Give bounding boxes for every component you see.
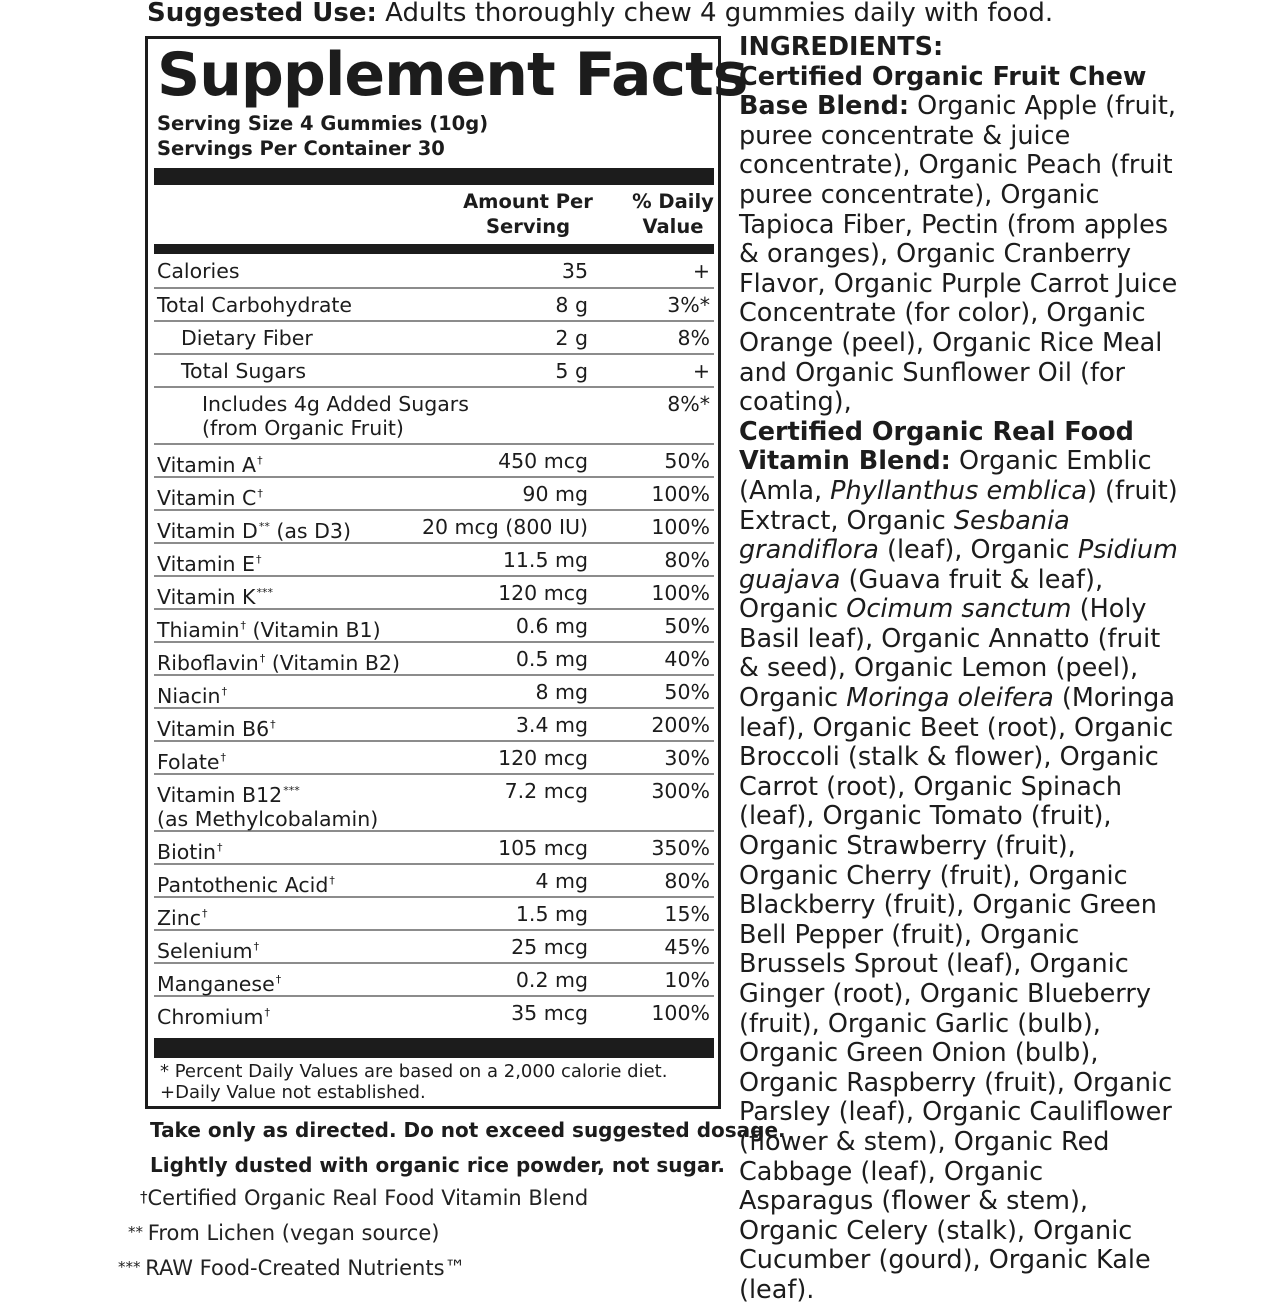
footnote-mark: †: [257, 487, 263, 500]
footnotes: [160, 1061, 667, 1103]
daily-value: 80%: [664, 869, 710, 893]
nutrient-table: [154, 255, 714, 1030]
nutrient-name: [181, 326, 313, 350]
nutrient-label: Niacin: [157, 684, 221, 708]
nutrient-name: [202, 392, 469, 440]
nutrient-label: Pantothenic Acid: [157, 873, 329, 897]
nutrient-name: [157, 449, 263, 477]
daily-value: 100%: [651, 581, 710, 605]
serving-info: [157, 111, 488, 161]
nutrient-row: [154, 610, 714, 643]
nutrient-row: [154, 898, 714, 931]
facts-title: Supplement Facts: [157, 40, 748, 110]
ingredient-text: (leaf), Organic: [878, 535, 1078, 566]
daily-value: 30%: [664, 746, 710, 770]
ingredient-text: (Moringa leaf), Organic Beet (root), Organic Broccoli (stalk & flower), Organic Carrot (root), Organic Spinach (leaf), Organic Tomato (fruit), Organic Strawberry (fruit), Organic Cherry (fruit), Organic Blackberry (fruit), Organic Green Bell Pepper (fruit), Organic Brussels Sprout (leaf), Organic Ginger (root), Organic Blueberry (fruit), Organic Garlic (bulb), Organic Green Onion (bulb), Organic Raspberry (fruit), Organic Parsley (leaf), Organic Cauliflower (flower & stem), Organic Red Cabbage (leaf), Organic Asparagus (flower & stem), Organic Celery (stalk), Organic Cucumber (gourd), Organic Kale (leaf).: [739, 683, 1175, 1305]
nutrient-name: [157, 614, 381, 642]
nutrient-name: [157, 968, 281, 996]
supplement-facts-panel: [145, 36, 748, 1109]
amount-per-serving: 35: [561, 259, 588, 283]
amount-per-serving: 0.5 mg: [515, 647, 588, 671]
nutrient-name: [157, 548, 262, 576]
amount-per-serving: 450 mcg: [498, 449, 588, 473]
nutrient-label-line2: (as Methylcobalamin): [157, 807, 379, 831]
amount-per-serving: 1.5 mg: [515, 902, 588, 926]
nutrient-qualifier: (Vitamin B2): [265, 651, 400, 675]
footnote-mark: †: [256, 553, 262, 566]
daily-value: 8%: [677, 326, 710, 350]
footnote-mark: †: [270, 718, 276, 731]
daily-value: 8%*: [667, 392, 710, 416]
nutrient-row: [154, 643, 714, 676]
nutrient-row: [154, 742, 714, 775]
nutrient-label: Vitamin K: [157, 585, 256, 609]
nutrient-name: [157, 902, 208, 930]
daily-value: 50%: [664, 680, 710, 704]
footnote-mark: †: [253, 940, 260, 953]
nutrient-row: [154, 676, 714, 709]
amount-per-serving: 35 mcg: [511, 1001, 588, 1025]
daily-value: 50%: [664, 449, 710, 473]
nutrient-name: [157, 515, 351, 543]
nutrient-name: [157, 680, 227, 708]
nutrient-row: [154, 997, 714, 1030]
nutrient-label: Vitamin E: [157, 552, 255, 576]
botanical-name: Sesbania grandiflora: [739, 505, 1070, 566]
nutrient-label: Selenium: [157, 939, 253, 963]
daily-value: 10%: [664, 968, 710, 992]
note-certified-blend: [140, 1186, 588, 1210]
footnote-mark: †: [264, 1006, 270, 1019]
amount-per-serving: 4 mg: [535, 869, 588, 893]
nutrient-row: [154, 511, 714, 544]
amount-per-serving: 120 mcg: [498, 581, 588, 605]
servings-per-container: Servings Per Container 30: [157, 137, 445, 160]
daily-value: 350%: [651, 836, 710, 860]
nutrient-name: [157, 746, 226, 774]
nutrient-row: [154, 388, 714, 445]
amount-header-line1: Amount Per: [463, 190, 593, 213]
footnote-mark: †: [275, 973, 282, 986]
nutrient-label: Vitamin A: [157, 453, 257, 477]
amount-per-serving: 0.6 mg: [515, 614, 588, 638]
dv-header-line1: % Daily: [632, 190, 714, 213]
daily-value: 3%*: [667, 293, 710, 317]
ingredient-text: Organic Emblic (Amla,: [739, 446, 1152, 506]
ingredient-text: (Holy Basil leaf), Organic Annatto (fruit & seed), Organic Lemon (peel), Organic: [739, 594, 1161, 714]
suggested-use-text: Adults thoroughly chew 4 gummies daily with food.: [376, 0, 1054, 28]
note-lichen: [128, 1221, 439, 1245]
botanical-name: Psidium guajava: [739, 535, 1178, 595]
daily-value: +: [692, 359, 710, 383]
nutrient-name: [181, 359, 306, 383]
thick-rule-bottom: [154, 1038, 714, 1058]
nutrient-row: [154, 964, 714, 997]
nutrient-name: [157, 1001, 270, 1029]
nutrient-row: [154, 355, 714, 388]
footnote-not-established: +Daily Value not established.: [160, 1082, 426, 1103]
daily-value: 45%: [664, 935, 710, 959]
nutrient-label: Vitamin B6: [157, 717, 270, 741]
dosage-warning: Take only as directed. Do not exceed suggested dosage.: [150, 1118, 786, 1142]
daily-value: 300%: [651, 779, 710, 803]
amount-header: [448, 189, 608, 239]
footnote-mark: ***: [283, 784, 300, 797]
daily-value: +: [692, 259, 710, 283]
nutrient-name: [157, 836, 223, 864]
nutrient-row: [154, 289, 714, 322]
nutrient-row: [154, 255, 714, 289]
footnote-mark: †: [259, 652, 266, 665]
dv-header-line2: Value: [642, 215, 704, 238]
nutrient-label: Biotin: [157, 840, 217, 864]
suggested-use-label: Suggested Use:: [147, 0, 377, 28]
amount-per-serving: 120 mcg: [498, 746, 588, 770]
thick-rule-mid: [154, 244, 714, 254]
amount-per-serving: 20 mcg (800 IU): [421, 515, 588, 539]
ingredients-list: [739, 33, 1179, 1306]
amount-per-serving: 0.2 mg: [515, 968, 588, 992]
nutrient-label: Total Carbohydrate: [157, 293, 353, 317]
nutrient-label: Calories: [157, 259, 240, 283]
note-mark: †: [140, 1188, 148, 1206]
nutrient-name: [157, 779, 378, 831]
nutrient-row: [154, 544, 714, 577]
nutrient-name: [157, 647, 400, 675]
note-text: RAW Food-Created Nutrients™: [145, 1256, 466, 1280]
fruit-chew-blend-text: Organic Apple (fruit, puree concentrate & juice concentrate), Organic Peach (fruit puree concentrate), Organic Tapioca Fiber, Pectin (from apples & oranges), Organic Cranberry Flavor, Organic Purple Carrot Juice Concentrate (for color), Organic Orange (peel), Organic Rice Meal and Organic Sunflower Oil (for coating),: [739, 91, 1178, 418]
thick-rule-top: [154, 168, 714, 185]
nutrient-qualifier: (Vitamin B1): [245, 618, 381, 642]
daily-value: 100%: [651, 482, 710, 506]
note-text: From Lichen (vegan source): [147, 1221, 440, 1245]
ingredients-heading: INGREDIENTS:: [739, 32, 944, 62]
suggested-use: [147, 0, 1147, 30]
amount-per-serving: 8 mg: [535, 680, 588, 704]
nutrient-row: [154, 775, 714, 832]
nutrient-label: Folate: [157, 750, 220, 774]
nutrient-row: [154, 865, 714, 898]
nutrient-label: Dietary Fiber: [181, 326, 313, 350]
nutrient-label: Vitamin D: [157, 519, 258, 543]
daily-value: 80%: [664, 548, 710, 572]
botanical-name: Ocimum sanctum: [846, 594, 1072, 625]
nutrient-row: [154, 478, 714, 511]
serving-size: Serving Size 4 Gummies (10g): [157, 112, 489, 135]
nutrient-qualifier: (as D3): [269, 519, 351, 543]
footnote-mark: †: [202, 907, 208, 920]
nutrient-label: Manganese: [157, 972, 275, 996]
nutrient-name: [157, 581, 273, 609]
nutrient-row: [154, 322, 714, 355]
note-mark: ***: [118, 1258, 146, 1276]
footnote-mark: †: [240, 619, 246, 632]
nutrient-label: Vitamin B12: [157, 783, 283, 807]
nutrient-label: Zinc: [157, 906, 202, 930]
nutrient-label: Includes 4g Added Sugars: [202, 392, 469, 416]
daily-value: 100%: [651, 515, 710, 539]
fruit-chew-blend-title: Certified Organic Fruit Chew Base Blend:: [739, 61, 1147, 122]
daily-value: 100%: [651, 1001, 710, 1025]
footnote-mark: †: [221, 685, 228, 698]
footnote-mark: †: [220, 751, 227, 764]
vitamin-blend-title: Certified Organic Real Food Vitamin Blend:: [739, 416, 1134, 477]
nutrient-row: [154, 709, 714, 742]
daily-value: 40%: [664, 647, 710, 671]
nutrient-label: Thiamin: [157, 618, 240, 642]
daily-value: 15%: [664, 902, 710, 926]
nutrient-name: [157, 482, 263, 510]
amount-per-serving: 2 g: [555, 326, 588, 350]
amount-per-serving: 8 g: [555, 293, 588, 317]
amount-per-serving: 90 mg: [522, 482, 588, 506]
nutrient-name: [157, 869, 335, 897]
daily-value: 50%: [664, 614, 710, 638]
amount-per-serving: 11.5 mg: [502, 548, 588, 572]
footnote-mark: †: [217, 841, 223, 854]
daily-value: 200%: [651, 713, 710, 737]
nutrient-name: [157, 293, 352, 317]
note-mark: **: [128, 1223, 148, 1241]
nutrient-label: Chromium: [157, 1005, 264, 1029]
nutrient-label-line2: (from Organic Fruit): [202, 416, 404, 440]
botanical-name: Phyllanthus emblica: [830, 475, 1087, 506]
footnote-mark: **: [258, 520, 270, 533]
nutrient-label: Vitamin C: [157, 486, 257, 510]
amount-per-serving: 25 mcg: [511, 935, 588, 959]
footnote-daily-values: * Percent Daily Values are based on a 2,000 calorie diet.: [160, 1061, 668, 1082]
nutrient-row: [154, 445, 714, 478]
nutrient-name: [157, 713, 276, 741]
amount-per-serving: 5 g: [555, 359, 588, 383]
dusted-note: Lightly dusted with organic rice powder, not sugar.: [150, 1153, 725, 1177]
nutrient-label: Total Sugars: [181, 359, 307, 383]
note-raw-food: [118, 1256, 466, 1280]
amount-header-line2: Serving: [485, 215, 571, 238]
footnote-mark: ***: [256, 586, 273, 599]
nutrient-row: [154, 931, 714, 964]
footnote-mark: †: [257, 454, 263, 467]
nutrient-name: [157, 259, 240, 283]
note-text: Certified Organic Real Food Vitamin Blend: [147, 1186, 589, 1210]
nutrient-row: [154, 832, 714, 865]
amount-per-serving: 7.2 mcg: [504, 779, 588, 803]
ingredient-text: (Guava fruit & leaf), Organic: [739, 564, 1104, 625]
daily-value-header: [618, 189, 728, 239]
nutrient-label: Riboflavin: [157, 651, 259, 675]
amount-per-serving: 105 mcg: [498, 836, 588, 860]
footnote-mark: †: [329, 874, 335, 887]
ingredient-text: ) (fruit) Extract, Organic: [739, 475, 1178, 536]
amount-per-serving: 3.4 mg: [515, 713, 588, 737]
nutrient-row: [154, 577, 714, 610]
botanical-name: Moringa oleifera: [846, 683, 1054, 714]
vitamin-blend-text: [739, 446, 1178, 1305]
nutrient-name: [157, 935, 259, 963]
